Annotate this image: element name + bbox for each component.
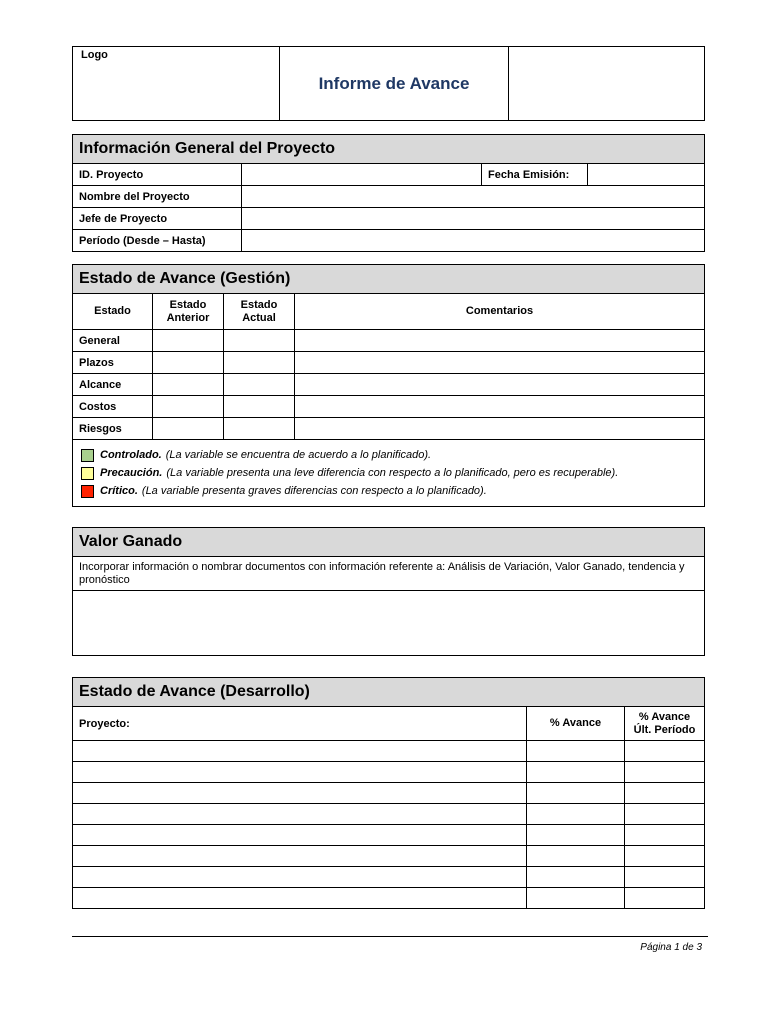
desarrollo-table	[72, 677, 705, 909]
header-blank-cell	[509, 47, 705, 121]
desarrollo-row	[73, 783, 705, 804]
comentarios-cell[interactable]	[295, 352, 705, 374]
col-estado-anterior: Estado Anterior	[153, 294, 224, 330]
gestion-row	[73, 396, 705, 418]
page-title: Informe de Avance	[280, 47, 509, 121]
col-comentarios: Comentarios	[295, 294, 705, 330]
gestion-row-label: Riesgos	[73, 418, 153, 440]
nombre-proyecto-label: Nombre del Proyecto	[73, 186, 242, 208]
legend-item	[81, 464, 696, 482]
legend-item	[81, 446, 696, 464]
desarrollo-row	[73, 888, 705, 909]
proyecto-cell[interactable]	[73, 867, 527, 888]
avance-cell[interactable]	[527, 888, 625, 909]
estado-actual-cell[interactable]	[224, 330, 295, 352]
estado-anterior-cell[interactable]	[153, 352, 224, 374]
gestion-row-label: Alcance	[73, 374, 153, 396]
col-estado: Estado	[73, 294, 153, 330]
col-proyecto: Proyecto:	[73, 707, 527, 741]
valor-ganado-title: Valor Ganado	[73, 528, 705, 557]
estado-actual-cell[interactable]	[224, 374, 295, 396]
comentarios-cell[interactable]	[295, 418, 705, 440]
avance-ult-cell[interactable]	[625, 804, 705, 825]
avance-ult-cell[interactable]	[625, 762, 705, 783]
legend-swatch	[81, 467, 94, 480]
legend-swatch	[81, 485, 94, 498]
col-avance: % Avance	[527, 707, 625, 741]
id-proyecto-field[interactable]	[242, 164, 482, 186]
legend-desc: (La variable presenta graves diferencias con respecto a lo planificado).	[141, 485, 487, 497]
general-info-title: Información General del Proyecto	[73, 135, 705, 164]
legend-term: Precaución.	[100, 467, 163, 479]
comentarios-cell[interactable]	[295, 396, 705, 418]
avance-ult-cell[interactable]	[625, 846, 705, 867]
valor-ganado-desc: Incorporar información o nombrar documentos con información referente a: Análisis de Variación, Valor Ganado, tendencia y pronóstico	[73, 557, 705, 591]
periodo-field[interactable]	[242, 230, 705, 252]
legend-term: Crítico.	[100, 485, 138, 497]
legend-term: Controlado.	[100, 449, 162, 461]
gestion-row	[73, 330, 705, 352]
avance-ult-cell[interactable]	[625, 783, 705, 804]
estado-actual-cell[interactable]	[224, 396, 295, 418]
estado-actual-cell[interactable]	[224, 418, 295, 440]
desarrollo-row	[73, 825, 705, 846]
col-avance-ult-periodo: % Avance Últ. Período	[625, 707, 705, 741]
page-number: Página 1 de 3	[640, 942, 702, 953]
legend-swatch	[81, 449, 94, 462]
proyecto-cell[interactable]	[73, 804, 527, 825]
valor-ganado-table	[72, 527, 705, 656]
logo-placeholder: Logo	[73, 47, 280, 121]
estado-actual-cell[interactable]	[224, 352, 295, 374]
estado-anterior-cell[interactable]	[153, 330, 224, 352]
jefe-proyecto-field[interactable]	[242, 208, 705, 230]
proyecto-cell[interactable]	[73, 888, 527, 909]
proyecto-cell[interactable]	[73, 783, 527, 804]
proyecto-cell[interactable]	[73, 825, 527, 846]
id-proyecto-label: ID. Proyecto	[73, 164, 242, 186]
valor-ganado-field[interactable]	[73, 591, 705, 656]
avance-cell[interactable]	[527, 846, 625, 867]
avance-cell[interactable]	[527, 804, 625, 825]
jefe-proyecto-label: Jefe de Proyecto	[73, 208, 242, 230]
legend-item	[81, 482, 696, 500]
estado-anterior-cell[interactable]	[153, 396, 224, 418]
avance-ult-cell[interactable]	[625, 888, 705, 909]
gestion-row	[73, 418, 705, 440]
proyecto-cell[interactable]	[73, 741, 527, 762]
gestion-title: Estado de Avance (Gestión)	[73, 265, 705, 294]
general-info-table	[72, 134, 705, 252]
nombre-proyecto-field[interactable]	[242, 186, 705, 208]
gestion-row-label: Plazos	[73, 352, 153, 374]
periodo-label: Período (Desde – Hasta)	[73, 230, 242, 252]
legend-desc: (La variable presenta una leve diferencia con respecto a lo planificado, pero es recuperable).	[166, 467, 619, 479]
avance-cell[interactable]	[527, 825, 625, 846]
header-table	[72, 46, 705, 121]
desarrollo-row	[73, 867, 705, 888]
col-estado-actual: Estado Actual	[224, 294, 295, 330]
avance-cell[interactable]	[527, 762, 625, 783]
comentarios-cell[interactable]	[295, 330, 705, 352]
desarrollo-row	[73, 741, 705, 762]
estado-anterior-cell[interactable]	[153, 418, 224, 440]
comentarios-cell[interactable]	[295, 374, 705, 396]
avance-cell[interactable]	[527, 783, 625, 804]
fecha-emision-label: Fecha Emisión:	[482, 164, 588, 186]
desarrollo-row	[73, 804, 705, 825]
estado-anterior-cell[interactable]	[153, 374, 224, 396]
footer-divider	[72, 936, 708, 937]
avance-ult-cell[interactable]	[625, 867, 705, 888]
gestion-row	[73, 374, 705, 396]
fecha-emision-field[interactable]	[588, 164, 705, 186]
gestion-row-label: Costos	[73, 396, 153, 418]
gestion-row-label: General	[73, 330, 153, 352]
desarrollo-row	[73, 762, 705, 783]
desarrollo-title: Estado de Avance (Desarrollo)	[73, 678, 705, 707]
gestion-table	[72, 264, 705, 507]
proyecto-cell[interactable]	[73, 846, 527, 867]
gestion-row	[73, 352, 705, 374]
avance-cell[interactable]	[527, 867, 625, 888]
avance-ult-cell[interactable]	[625, 741, 705, 762]
desarrollo-row	[73, 846, 705, 867]
avance-cell[interactable]	[527, 741, 625, 762]
proyecto-cell[interactable]	[73, 762, 527, 783]
legend-desc: (La variable se encuentra de acuerdo a lo planificado).	[165, 449, 432, 461]
legend	[73, 440, 705, 507]
avance-ult-cell[interactable]	[625, 825, 705, 846]
